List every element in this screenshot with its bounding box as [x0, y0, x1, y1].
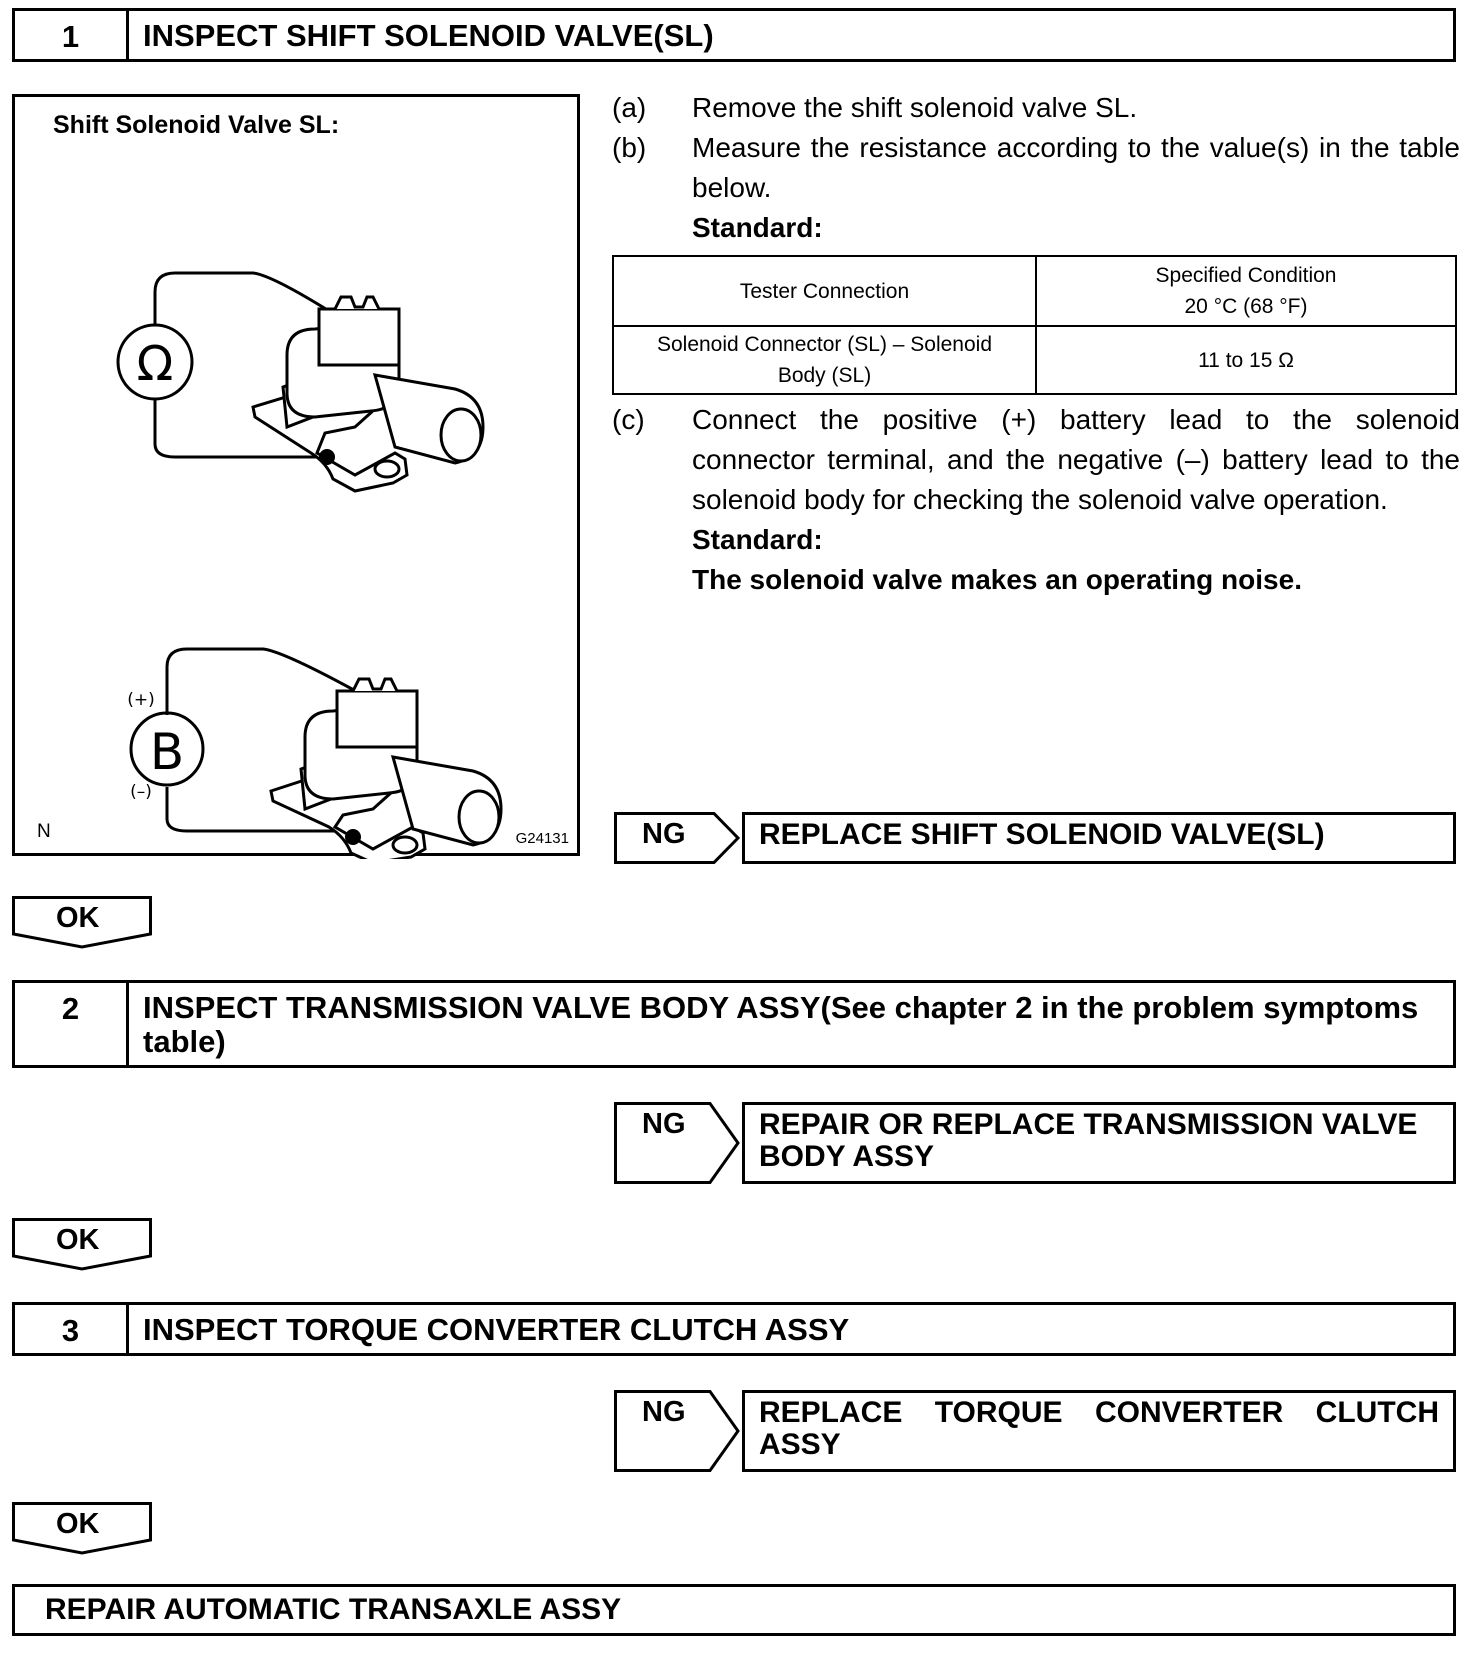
- instruction-text: Remove the shift solenoid valve SL.: [692, 92, 1138, 123]
- table-header-line: Specified Condition: [1155, 264, 1337, 287]
- step-number: 1: [15, 11, 129, 59]
- figure-code: G24131: [515, 830, 569, 847]
- step-title: INSPECT TRANSMISSION VALVE BODY ASSY(See chapter 2 in the problem symptoms table): [143, 990, 1419, 1059]
- table-header-cell: Tester Connection: [613, 256, 1036, 326]
- ng-indicator: [614, 812, 742, 864]
- spec-table: [612, 255, 1457, 395]
- ok-indicator: [12, 896, 152, 950]
- instruction-b: [612, 128, 1460, 208]
- figure-corner-letter: N: [37, 821, 51, 842]
- step-2-header: [12, 980, 1456, 1068]
- ok-indicator: [12, 1502, 152, 1556]
- solenoid-figure: [12, 94, 580, 856]
- instruction-text: Connect the positive (+) battery lead to the solenoid connector terminal, and the negative (–) battery lead to the solenoid body for checking the solenoid valve operation.: [692, 404, 1460, 515]
- ng-indicator: [614, 1102, 742, 1184]
- ng-result: REPAIR OR REPLACE TRANSMISSION VALVE BODY ASSY: [742, 1102, 1456, 1184]
- negative-label: (–): [130, 782, 152, 802]
- ok-label: OK: [56, 902, 100, 934]
- table-cell: [613, 326, 1036, 394]
- solenoid-valve-top: [253, 297, 483, 491]
- instruction-label: (b): [612, 132, 647, 163]
- ng-label: NG: [642, 1396, 686, 1428]
- probe-point-bottom: [345, 829, 361, 845]
- instruction-label: (c): [612, 404, 645, 435]
- instruction-text: Measure the resistance according to the value(s) in the table below.: [692, 132, 1460, 203]
- step-title: INSPECT TORQUE CONVERTER CLUTCH ASSY: [143, 1312, 850, 1347]
- figure-title: Shift Solenoid Valve SL:: [53, 111, 340, 139]
- step-number: 2: [15, 983, 129, 1065]
- battery-symbol: B: [149, 723, 185, 781]
- ng-result: REPLACE SHIFT SOLENOID VALVE(SL): [742, 812, 1456, 864]
- standard-label: Standard:: [692, 212, 823, 243]
- step-1-header: [12, 8, 1456, 62]
- positive-label: (+): [127, 690, 155, 710]
- instruction-a: [612, 88, 1460, 128]
- instruction-c: [612, 400, 1460, 520]
- table-cell: 11 to 15 Ω: [1036, 326, 1456, 394]
- table-header-cell: [1036, 256, 1456, 326]
- table-header-line: 20 °C (68 °F): [1184, 295, 1308, 318]
- final-action: REPAIR AUTOMATIC TRANSAXLE ASSY: [12, 1584, 1456, 1636]
- ok-label: OK: [56, 1224, 100, 1256]
- table-row: [613, 326, 1456, 394]
- ohm-symbol: Ω: [136, 336, 174, 392]
- table-header-row: [613, 256, 1456, 326]
- ng-indicator: [614, 1390, 742, 1472]
- ok-indicator: [12, 1218, 152, 1272]
- solenoid-illustration: [15, 97, 583, 859]
- table-cell-line: Solenoid Connector (SL) – Solenoid: [656, 333, 993, 356]
- probe-point-top: [319, 449, 335, 465]
- ng-result: REPLACE TORQUE CONVERTER CLUTCH ASSY: [742, 1390, 1456, 1472]
- step-number: 3: [15, 1305, 129, 1353]
- standard-text: The solenoid valve makes an operating noise.: [692, 564, 1302, 595]
- ok-label: OK: [56, 1508, 100, 1540]
- step-3-header: [12, 1302, 1456, 1356]
- ng-label: NG: [642, 1108, 686, 1140]
- standard-label: Standard:: [692, 524, 823, 555]
- step-title: INSPECT SHIFT SOLENOID VALVE(SL): [143, 18, 714, 53]
- ng-label: NG: [642, 818, 686, 850]
- table-cell-line: Body (SL): [777, 364, 872, 387]
- instruction-label: (a): [612, 92, 647, 123]
